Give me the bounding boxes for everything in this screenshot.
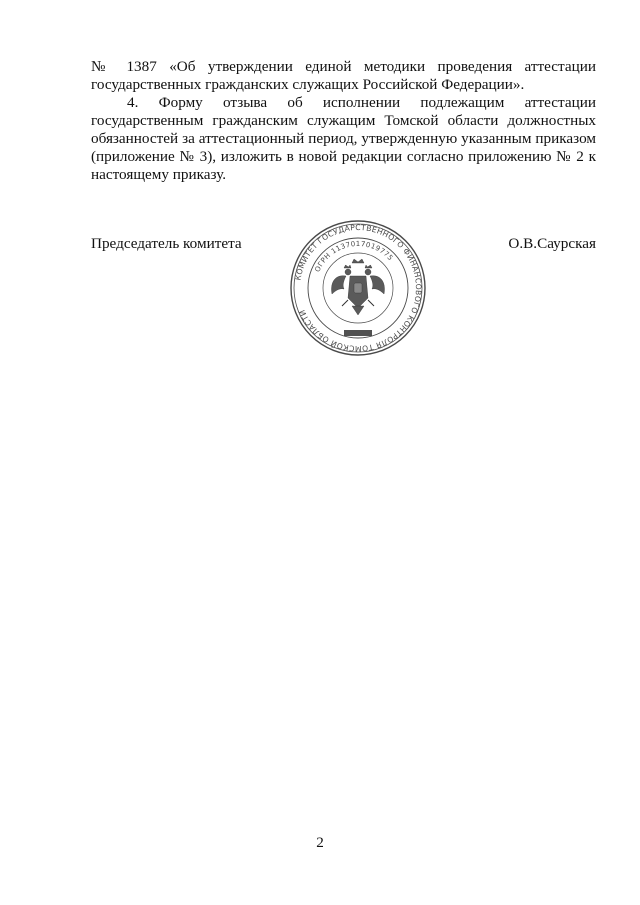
- official-seal: [288, 218, 428, 358]
- paragraph-continuation: № 1387 «Об утверждении единой методики проведения аттестации государственных гражданских служащих Российской Федерации».: [91, 58, 596, 93]
- double-headed-eagle-emblem: [332, 259, 385, 315]
- seal-outer-text: КОМИТЕТ ГОСУДАРСТВЕННОГО ФИНАНСОВОГО КОНТРОЛЯ ТОМСКОЙ ОБЛАСТИ: [293, 222, 424, 354]
- signature-name: О.В.Саурская: [508, 235, 596, 252]
- document-body: [91, 58, 596, 184]
- paragraph-item-4: 4. Форму отзыва об исполнении подлежащим аттестации государственным гражданским служащим Томской области должностных обязанностей за аттестационный период, утвержденную указанным приказом (приложение № 3), изложить в новой редакции согласно приложению № 2 к настоящему приказу.: [91, 94, 596, 183]
- seal-bottom-mark: [344, 330, 372, 336]
- seal-inner-text: ОГРН 1137017019775: [313, 239, 395, 274]
- signature-title: Председатель комитета: [91, 235, 242, 252]
- page-number: 2: [316, 834, 324, 851]
